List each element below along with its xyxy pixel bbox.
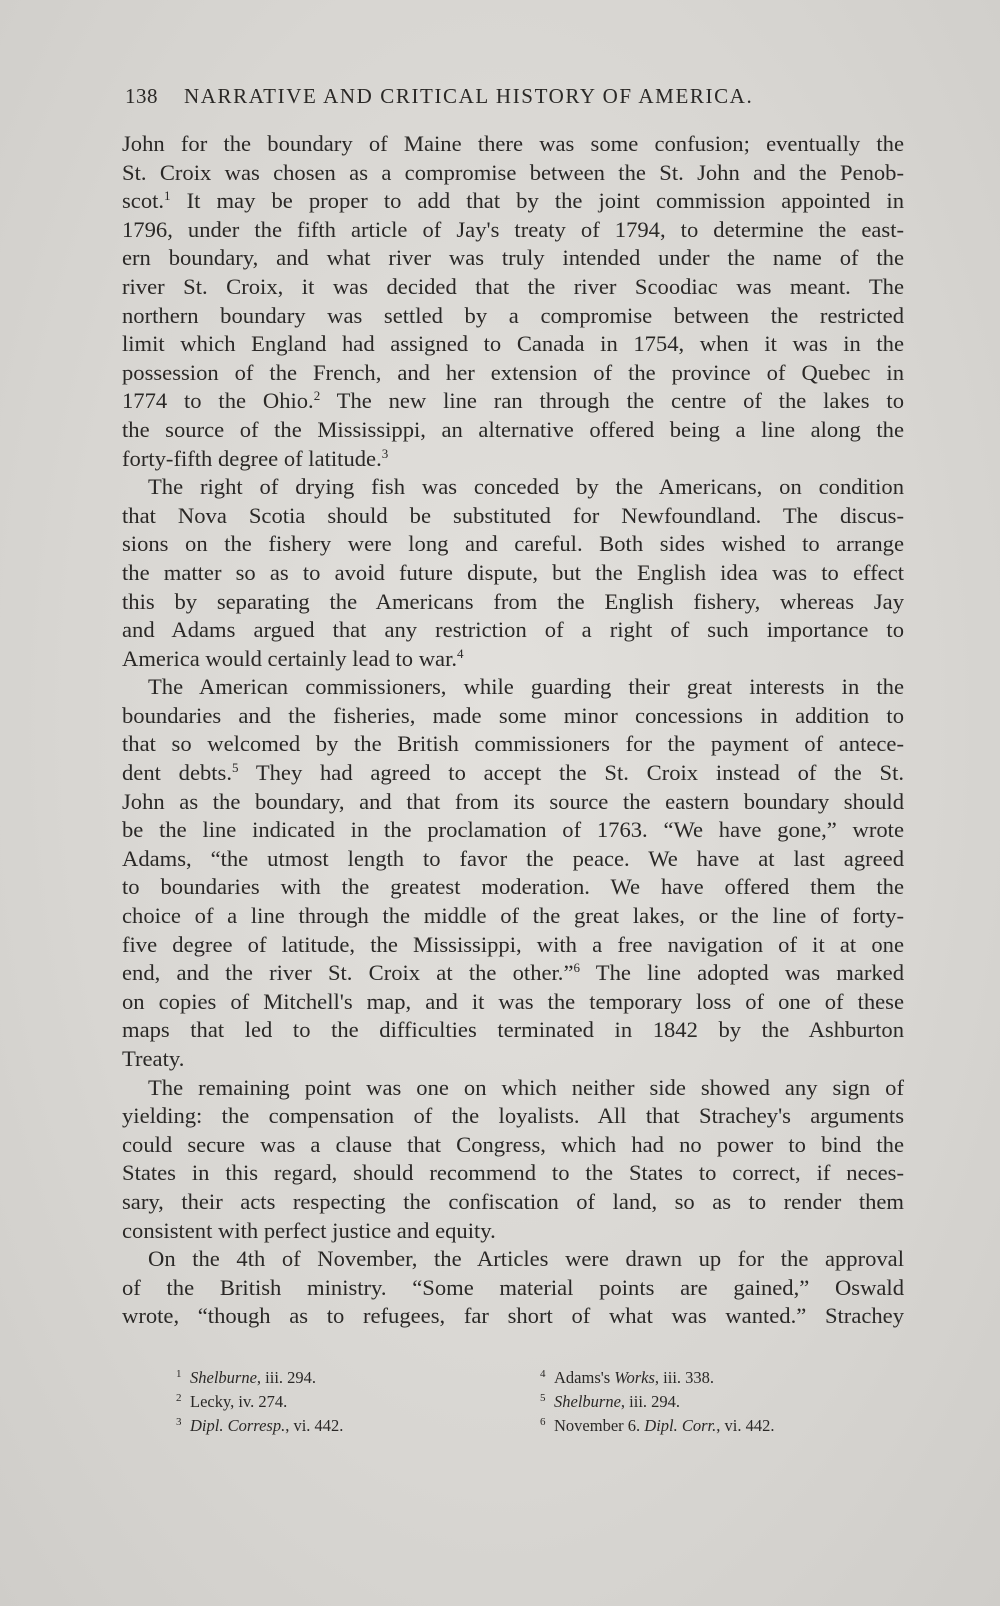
text-line [122, 387, 904, 416]
line-text: choice of a line through the middle of the great lakes, or the line of forty- [122, 903, 904, 929]
footnote [540, 1388, 774, 1412]
line-text: and Adams argued that any restriction of a right of such importance to [122, 617, 904, 643]
line-text: of the British ministry. “Some material points are gained,” Oswald [122, 1274, 904, 1300]
line-text-continued: The new line ran through the centre of the lakes to [320, 388, 904, 414]
text-line [122, 816, 904, 845]
running-title: NARRATIVE AND CRITICAL HISTORY OF AMERICA. [184, 84, 754, 108]
footnote [176, 1364, 343, 1388]
text-line [122, 1302, 904, 1331]
line-text: scot. [122, 188, 165, 214]
text-line [122, 845, 904, 874]
text-line [122, 616, 904, 645]
footnote [540, 1364, 774, 1388]
line-text: that so welcomed by the British commissioners for the payment of antece- [122, 731, 904, 757]
line-text: wrote, “though as to refugees, far short of what was wanted.” Strachey [122, 1303, 904, 1329]
footnote-citation: , iii. 338. [654, 1368, 715, 1387]
line-text: The remaining point was one on which neither side showed any sign of [148, 1074, 904, 1100]
text-line [122, 1217, 904, 1246]
line-text: limit which England had assigned to Canada in 1754, when it was in the [122, 331, 904, 357]
running-head [125, 84, 905, 109]
text-line [122, 187, 904, 216]
line-text: this by separating the Americans from the English fishery, whereas Jay [122, 588, 904, 614]
text-line [122, 244, 904, 273]
line-text: that Nova Scotia should be substituted for Newfoundland. The discus- [122, 502, 904, 528]
footnote-reference: 2 [313, 388, 321, 404]
line-text: 1774 to the Ohio. [122, 388, 314, 414]
footnotes-right-column [540, 1364, 774, 1436]
footnote-number: 2 [176, 1392, 182, 1404]
text-line [122, 559, 904, 588]
line-text: end, and the river St. Croix at the other.” [122, 960, 574, 986]
text-line [122, 1045, 904, 1074]
footnote-reference: 3 [381, 445, 389, 461]
line-text: Adams, “the utmost length to favor the peace. We have at last agreed [122, 845, 904, 871]
footnote [540, 1412, 774, 1436]
footnote-reference: 1 [164, 188, 171, 204]
text-line [122, 1188, 904, 1217]
text-line [122, 1102, 904, 1131]
line-text: yielding: the compensation of the loyalists. All that Strachey's arguments [122, 1103, 904, 1129]
line-text: The American commissioners, while guarding their great interests in the [148, 674, 904, 700]
text-line [122, 216, 904, 245]
line-text: sions on the fishery were long and careful. Both sides wished to arrange [122, 531, 904, 557]
line-text-continued: They had agreed to accept the St. Croix instead of the St. [238, 760, 904, 786]
footnote-citation: , iii. 294. [256, 1368, 317, 1387]
line-text: States in this regard, should recommend to the States to correct, if neces- [122, 1160, 904, 1186]
footnote [176, 1412, 343, 1436]
text-line [122, 130, 904, 159]
footnote-citation: , vi. 442. [716, 1416, 775, 1435]
text-line [122, 1274, 904, 1303]
line-text: consistent with perfect justice and equity. [122, 1217, 496, 1243]
footnote-number: 6 [540, 1416, 546, 1428]
text-line [122, 1016, 904, 1045]
footnote-citation: , vi. 442. [285, 1416, 344, 1435]
line-text: dent debts. [122, 760, 232, 786]
footnote-text: Adams's [554, 1368, 615, 1387]
text-line [122, 1131, 904, 1160]
footnote-text: November 6. [554, 1416, 645, 1435]
line-text: boundaries and the fisheries, made some minor concessions in addition to [122, 702, 904, 728]
line-text: be the line indicated in the proclamation of 1763. “We have gone,” wrote [122, 817, 904, 843]
text-line [122, 1159, 904, 1188]
footnote-reference: 6 [573, 960, 580, 976]
line-text: river St. Croix, it was decided that the river Scoodiac was meant. The [122, 273, 904, 299]
line-text: could secure was a clause that Congress, which had no power to bind the [122, 1131, 904, 1157]
footnotes-left-column [176, 1364, 343, 1436]
footnote-source-title: Shelburne [190, 1368, 257, 1387]
line-text: 1796, under the fifth article of Jay's treaty of 1794, to determine the east- [122, 216, 904, 242]
page-number: 138 [125, 84, 158, 108]
text-line [122, 988, 904, 1017]
text-line [122, 645, 904, 674]
footnote-number: 3 [176, 1416, 182, 1428]
text-line [122, 759, 904, 788]
footnote [176, 1388, 343, 1412]
line-text: to boundaries with the greatest moderation. We have offered them the [122, 874, 904, 900]
line-text: On the 4th of November, the Articles were drawn up for the approval [148, 1246, 904, 1272]
footnote-source-title: Dipl. Corr. [644, 1416, 717, 1435]
text-line [122, 473, 904, 502]
line-text: the source of the Mississippi, an alternative offered being a line along the [122, 416, 904, 442]
text-line [122, 502, 904, 531]
text-line [122, 273, 904, 302]
line-text: five degree of latitude, the Mississippi, with a free navigation of it at one [122, 931, 904, 957]
line-text: maps that led to the difficulties terminated in 1842 by the Ashburton [122, 1017, 904, 1043]
line-text: the matter so as to avoid future dispute, but the English idea was to effect [122, 559, 904, 585]
text-line [122, 931, 904, 960]
text-line [122, 302, 904, 331]
line-text: St. Croix was chosen as a compromise between the St. John and the Penob- [122, 159, 904, 185]
line-text-continued: The line adopted was marked [579, 960, 904, 986]
line-text: possession of the French, and her extension of the province of Quebec in [122, 359, 904, 385]
line-text: The right of drying fish was conceded by the Americans, on condition [148, 474, 904, 500]
text-line [122, 530, 904, 559]
footnote-number: 1 [176, 1368, 182, 1380]
text-line [122, 1074, 904, 1103]
text-line [122, 673, 904, 702]
text-line [122, 788, 904, 817]
text-line [122, 1245, 904, 1274]
text-line [122, 359, 904, 388]
line-text: on copies of Mitchell's map, and it was the temporary loss of one of these [122, 988, 904, 1014]
text-line [122, 330, 904, 359]
line-text: northern boundary was settled by a compromise between the restricted [122, 302, 904, 328]
footnote-source-title: Shelburne [554, 1392, 621, 1411]
line-text: forty-fifth degree of latitude. [122, 445, 382, 471]
line-text: John as the boundary, and that from its source the eastern boundary should [122, 788, 904, 814]
footnote-source-title: Dipl. Corresp. [190, 1416, 286, 1435]
text-line [122, 159, 904, 188]
text-line [122, 416, 904, 445]
line-text-continued: It may be proper to add that by the joint commission appointed in [170, 188, 904, 214]
line-text: America would certainly lead to war. [122, 645, 458, 671]
text-line [122, 588, 904, 617]
footnote-number: 5 [540, 1392, 546, 1404]
text-line [122, 873, 904, 902]
line-text: Treaty. [122, 1046, 185, 1071]
footnote-number: 4 [540, 1368, 546, 1380]
footnote-reference: 4 [457, 645, 464, 661]
line-text: sary, their acts respecting the confiscation of land, so as to render them [122, 1188, 904, 1214]
line-text: John for the boundary of Maine there was some confusion; eventually the [122, 131, 904, 156]
text-line [122, 959, 904, 988]
text-line [122, 445, 904, 474]
footnote-citation: Lecky, iv. 274. [190, 1392, 288, 1411]
line-text: ern boundary, and what river was truly intended under the name of the [122, 245, 904, 271]
text-line [122, 730, 904, 759]
text-line [122, 702, 904, 731]
body-text [122, 130, 904, 1331]
footnote-source-title: Works [614, 1368, 655, 1387]
text-line [122, 902, 904, 931]
footnote-citation: , iii. 294. [620, 1392, 681, 1411]
footnote-reference: 5 [231, 760, 239, 776]
